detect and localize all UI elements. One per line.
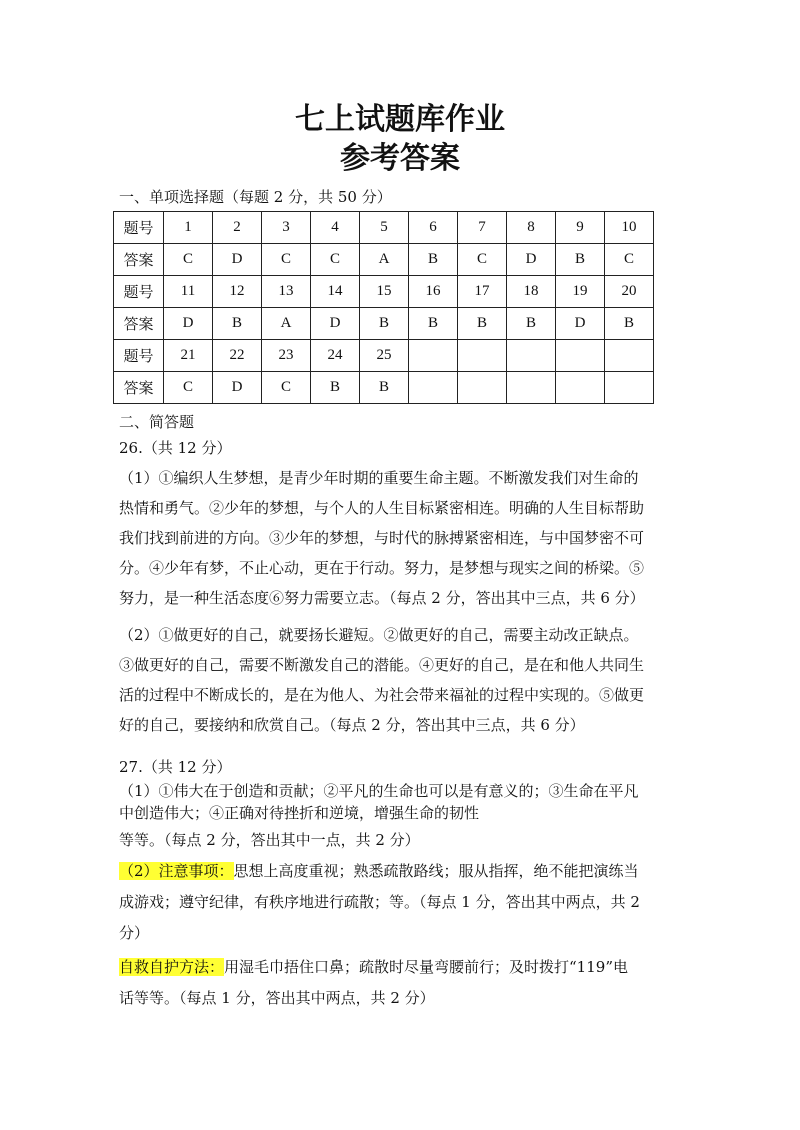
q27-part2-line: 成游戏；遵守纪律，有秩序地进行疏散；等。（每点 1 分，答出其中两点，共 2 xyxy=(119,893,640,911)
table-row xyxy=(114,308,654,340)
row-label-cell: 题号 xyxy=(114,212,164,244)
table-cell: 14 xyxy=(311,276,360,308)
row-label-cell: 答案 xyxy=(114,308,164,340)
table-cell: B xyxy=(360,372,409,404)
self-rescue-text: 用湿毛巾捂住口鼻；疏散时尽量弯腰前行；及时拨打“119”电 xyxy=(224,958,628,976)
table-cell: 5 xyxy=(360,212,409,244)
q26-part2 xyxy=(119,620,685,740)
table-cell: 10 xyxy=(605,212,654,244)
q27-heading: 27.（共 12 分） xyxy=(119,758,232,776)
table-row xyxy=(114,212,654,244)
table-cell: B xyxy=(507,308,556,340)
table-cell: 16 xyxy=(409,276,458,308)
document-subtitle: 参考答案 xyxy=(340,141,460,176)
table-cell: 1 xyxy=(164,212,213,244)
q26-part1-line: （1）①编织人生梦想，是青少年时期的重要生命主题。不断激发我们对生命的 xyxy=(119,469,639,487)
table-cell: B xyxy=(409,308,458,340)
q27-part2 xyxy=(119,856,685,949)
attention-label-highlight: （2）注意事项： xyxy=(119,862,234,880)
table-cell xyxy=(507,340,556,372)
q26-part1 xyxy=(119,463,685,613)
q26-part2-line: ③做更好的自己，需要不断激发自己的潜能。④更好的自己，是在和他人共同生 xyxy=(119,656,645,674)
row-label-cell: 题号 xyxy=(114,276,164,308)
table-cell: D xyxy=(311,308,360,340)
table-cell: 9 xyxy=(556,212,605,244)
table-cell: 22 xyxy=(213,340,262,372)
table-cell: 7 xyxy=(458,212,507,244)
q27-part3-first-line xyxy=(119,952,685,983)
table-cell: C xyxy=(458,244,507,276)
table-cell: C xyxy=(262,244,311,276)
table-cell: 23 xyxy=(262,340,311,372)
table-cell: C xyxy=(311,244,360,276)
table-row xyxy=(114,340,654,372)
table-row xyxy=(114,244,654,276)
table-cell xyxy=(409,340,458,372)
table-cell: C xyxy=(262,372,311,404)
table-cell: A xyxy=(360,244,409,276)
q26-part2-line: 好的自己，要接纳和欣赏自己。（每点 2 分，答出其中三点，共 6 分） xyxy=(119,716,585,734)
q27-part1 xyxy=(119,780,685,851)
q27-part1-line: 等等。（每点 2 分，答出其中一点，共 2 分） xyxy=(119,831,420,849)
table-cell: 3 xyxy=(262,212,311,244)
q26-part1-line: 我们找到前进的方向。③少年的梦想，与时代的脉搏紧密相连，与中国梦密不可 xyxy=(119,529,645,547)
table-cell: B xyxy=(213,308,262,340)
table-cell: 17 xyxy=(458,276,507,308)
table-cell: D xyxy=(507,244,556,276)
q26-part2-line: 活的过程中不断成长的，是在为他人、为社会带来福祉的过程中实现的。⑤做更 xyxy=(119,686,645,704)
table-cell: 24 xyxy=(311,340,360,372)
q27-part2-line: 分） xyxy=(119,924,150,942)
table-cell xyxy=(507,372,556,404)
q26-part1-line: 分。④少年有梦，不止心动，更在于行动。努力，是梦想与现实之间的桥梁。⑤ xyxy=(119,559,645,577)
document-title: 七上试题库作业 xyxy=(295,102,505,137)
q27-part2-first-line xyxy=(119,856,685,887)
table-cell xyxy=(556,340,605,372)
table-cell: B xyxy=(458,308,507,340)
table-cell: 13 xyxy=(262,276,311,308)
table-cell: D xyxy=(164,308,213,340)
q26-part1-line: 热情和勇气。②少年的梦想，与个人的人生目标紧密相连。明确的人生目标帮助 xyxy=(119,499,645,517)
table-cell: B xyxy=(360,308,409,340)
table-cell xyxy=(409,372,458,404)
self-rescue-label-highlight: 自救自护方法： xyxy=(119,958,225,976)
table-cell: D xyxy=(556,308,605,340)
table-cell: D xyxy=(213,372,262,404)
table-row xyxy=(114,372,654,404)
table-cell: B xyxy=(605,308,654,340)
q27-part1-line: 中创造伟大；④正确对待挫折和逆境，增强生命的韧性 xyxy=(119,804,480,822)
section1-heading: 一、单项选择题（每题 2 分，共 50 分） xyxy=(119,188,392,206)
table-cell xyxy=(458,340,507,372)
section2-heading: 二、简答题 xyxy=(119,413,195,431)
table-cell: B xyxy=(311,372,360,404)
table-cell xyxy=(458,372,507,404)
table-cell: C xyxy=(605,244,654,276)
table-cell: 20 xyxy=(605,276,654,308)
table-cell: B xyxy=(556,244,605,276)
table-cell xyxy=(605,372,654,404)
q27-part3-line: 话等等。（每点 1 分，答出其中两点，共 2 分） xyxy=(119,989,435,1007)
table-cell: 25 xyxy=(360,340,409,372)
q26-part1-line: 努力，是一种生活态度⑥努力需要立志。（每点 2 分，答出其中三点，共 6 分） xyxy=(119,589,645,607)
table-cell: C xyxy=(164,244,213,276)
table-cell: 21 xyxy=(164,340,213,372)
table-cell: A xyxy=(262,308,311,340)
table-cell: 4 xyxy=(311,212,360,244)
table-cell: 19 xyxy=(556,276,605,308)
q27-part1-line: （1）①伟大在于创造和贡献；②平凡的生命也可以是有意义的；③生命在平凡 xyxy=(119,782,639,800)
table-cell xyxy=(605,340,654,372)
table-row xyxy=(114,276,654,308)
table-cell: 12 xyxy=(213,276,262,308)
table-cell: 15 xyxy=(360,276,409,308)
attention-text: 思想上高度重视；熟悉疏散路线；服从指挥，绝不能把演练当 xyxy=(233,862,639,880)
q27-part3 xyxy=(119,952,685,1014)
row-label-cell: 题号 xyxy=(114,340,164,372)
table-cell: D xyxy=(213,244,262,276)
table-cell: 6 xyxy=(409,212,458,244)
table-cell: 8 xyxy=(507,212,556,244)
q26-part2-line: （2）①做更好的自己，就要扬长避短。②做更好的自己，需要主动改正缺点。 xyxy=(119,626,639,644)
table-cell: C xyxy=(164,372,213,404)
row-label-cell: 答案 xyxy=(114,372,164,404)
row-label-cell: 答案 xyxy=(114,244,164,276)
table-cell: 18 xyxy=(507,276,556,308)
table-cell: 2 xyxy=(213,212,262,244)
table-cell xyxy=(556,372,605,404)
table-cell: B xyxy=(409,244,458,276)
answer-table xyxy=(113,211,654,404)
table-cell: 11 xyxy=(164,276,213,308)
q26-heading: 26.（共 12 分） xyxy=(119,439,232,457)
